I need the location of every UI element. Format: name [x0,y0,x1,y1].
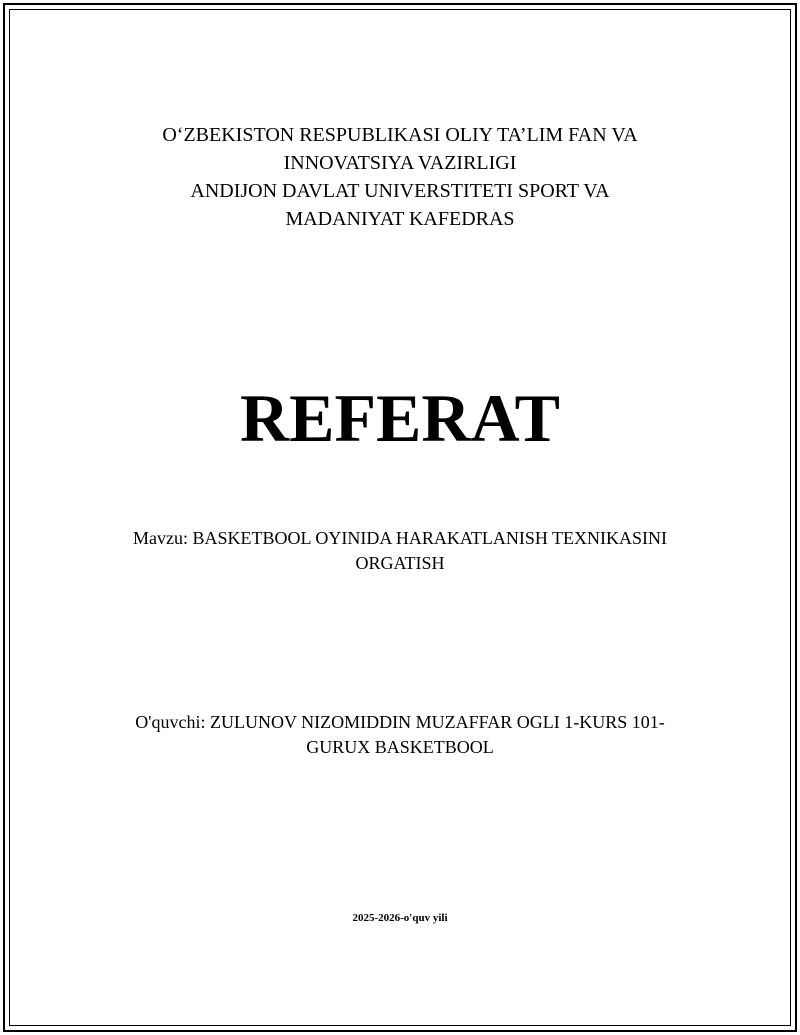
topic-line-1: Mavzu: BASKETBOOL OYINIDA HARAKATLANISH TEXNIKASINI [133,528,667,548]
student-line-1: O'quvchi: ZULUNOV NIZOMIDDIN MUZAFFAR OGLI 1-KURS 101- [135,712,665,732]
header-line-1: O‘ZBEKISTON RESPUBLIKASI OLIY TA’LIM FAN VA [162,124,638,146]
header-line-4: MADANIYAT KAFEDRAS [285,208,515,230]
document-title: REFERAT [240,380,560,456]
student-block [60,710,740,760]
header-line-2: INNOVATSIYA VAZIRLIGI [283,152,517,174]
topic-line-2: ORGATISH [355,553,445,573]
header-line-3: ANDIJON DAVLAT UNIVERSTITETI SPORT VA [190,180,610,202]
student-line-2: GURUX BASKETBOOL [306,737,494,757]
academic-year: 2025-2026-o'quv yili [352,912,448,924]
topic-block [60,526,740,576]
institution-header [60,121,740,233]
